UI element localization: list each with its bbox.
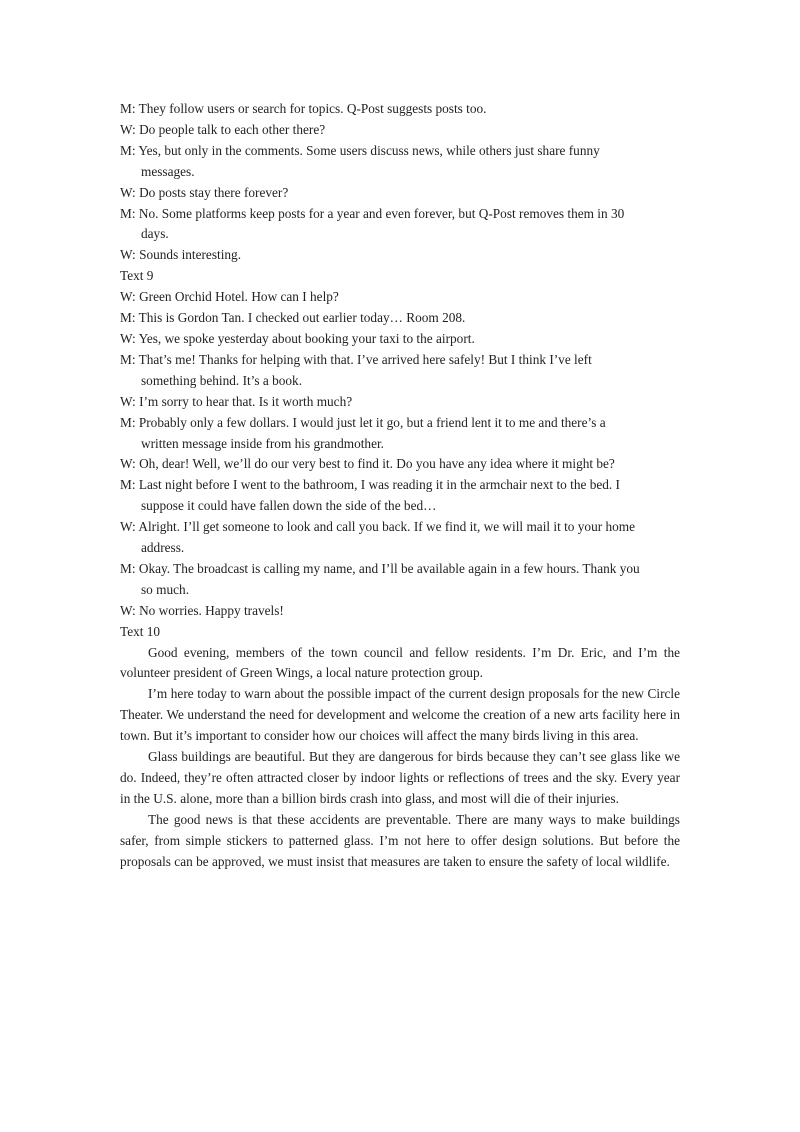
dialogue-section-b bbox=[120, 287, 680, 622]
dialogue-line: W: Sounds interesting. bbox=[120, 247, 242, 263]
dialogue-line: W: No worries. Happy travels! bbox=[120, 602, 284, 618]
dialogue-line: W: Green Orchid Hotel. How can I help? bbox=[120, 289, 339, 305]
speech-paragraph: Glass buildings are beautiful. But they are dangerous for birds because they can’t see glass like we do. Indeed, they’re often attracted closer by indoor lights or reflections of trees and the sky. Every year in the U.S. alone, more than a billion birds crash into glass, and most will die of their injuries. bbox=[120, 749, 680, 806]
dialogue-line: M: Probably only a few dollars. I would just let it go, but a friend lent it to me and there’s a written message inside from his grandmother. bbox=[120, 414, 606, 451]
dialogue-line: W: Alright. I’ll get someone to look and call you back. If we find it, we will mail it to your home address. bbox=[120, 519, 636, 556]
dialogue-line: M: This is Gordon Tan. I checked out earlier today… Room 208. bbox=[120, 310, 466, 326]
dialogue-line: W: Do people talk to each other there? bbox=[120, 121, 326, 137]
dialogue-line: W: Oh, dear! Well, we’ll do our very best to find it. Do you have any idea where it might be? bbox=[120, 456, 615, 472]
dialogue-line: W: Yes, we spoke yesterday about booking your taxi to the airport. bbox=[120, 330, 475, 346]
dialogue-line: W: I’m sorry to hear that. Is it worth much? bbox=[120, 393, 353, 409]
speech-paragraph: The good news is that these accidents are preventable. There are many ways to make buildings safer, from simple stickers to patterned glass. I’m not here to offer design solutions. But before the proposals can be approved, we must insist that measures are taken to ensure the safety of local wildlife. bbox=[120, 811, 680, 869]
dialogue-line: M: Okay. The broadcast is calling my name, and I’ll be available again in a few hours. Thank you so much. bbox=[120, 560, 640, 597]
speech-paragraph: I’m here today to warn about the possible impact of the current design proposals for the new Circle Theater. We understand the need for development and welcome the creation of a new arts facility here in town. But it’s important to consider how our choices will affect the many birds living in this area. bbox=[120, 686, 680, 744]
document-page bbox=[120, 99, 680, 873]
dialogue-line: M: Last night before I went to the bathroom, I was reading it in the armchair next to the bed. I suppose it could have fallen down the side of the bed… bbox=[120, 477, 620, 514]
dialogue-line: M: They follow users or search for topics. Q-Post suggests posts too. bbox=[120, 101, 487, 116]
section-heading-text-10: Text 10 bbox=[120, 623, 161, 639]
dialogue-line: W: Do posts stay there forever? bbox=[120, 184, 289, 200]
dialogue-line: M: No. Some platforms keep posts for a year and even forever, but Q-Post removes them in 30 days. bbox=[120, 205, 625, 242]
dialogue-line: M: Yes, but only in the comments. Some users discuss news, while others just share funny messages. bbox=[120, 142, 600, 179]
speech-section bbox=[120, 643, 680, 873]
section-heading-text-9: Text 9 bbox=[120, 268, 154, 284]
speech-paragraph: Good evening, members of the town council and fellow residents. I’m Dr. Eric, and I’m the volunteer president of Green Wings, a local nature protection group. bbox=[120, 644, 680, 681]
dialogue-line: M: That’s me! Thanks for helping with that. I’ve arrived here safely! But I think I’ve left something behind. It’s a book. bbox=[120, 351, 592, 388]
dialogue-section-a bbox=[120, 99, 680, 266]
